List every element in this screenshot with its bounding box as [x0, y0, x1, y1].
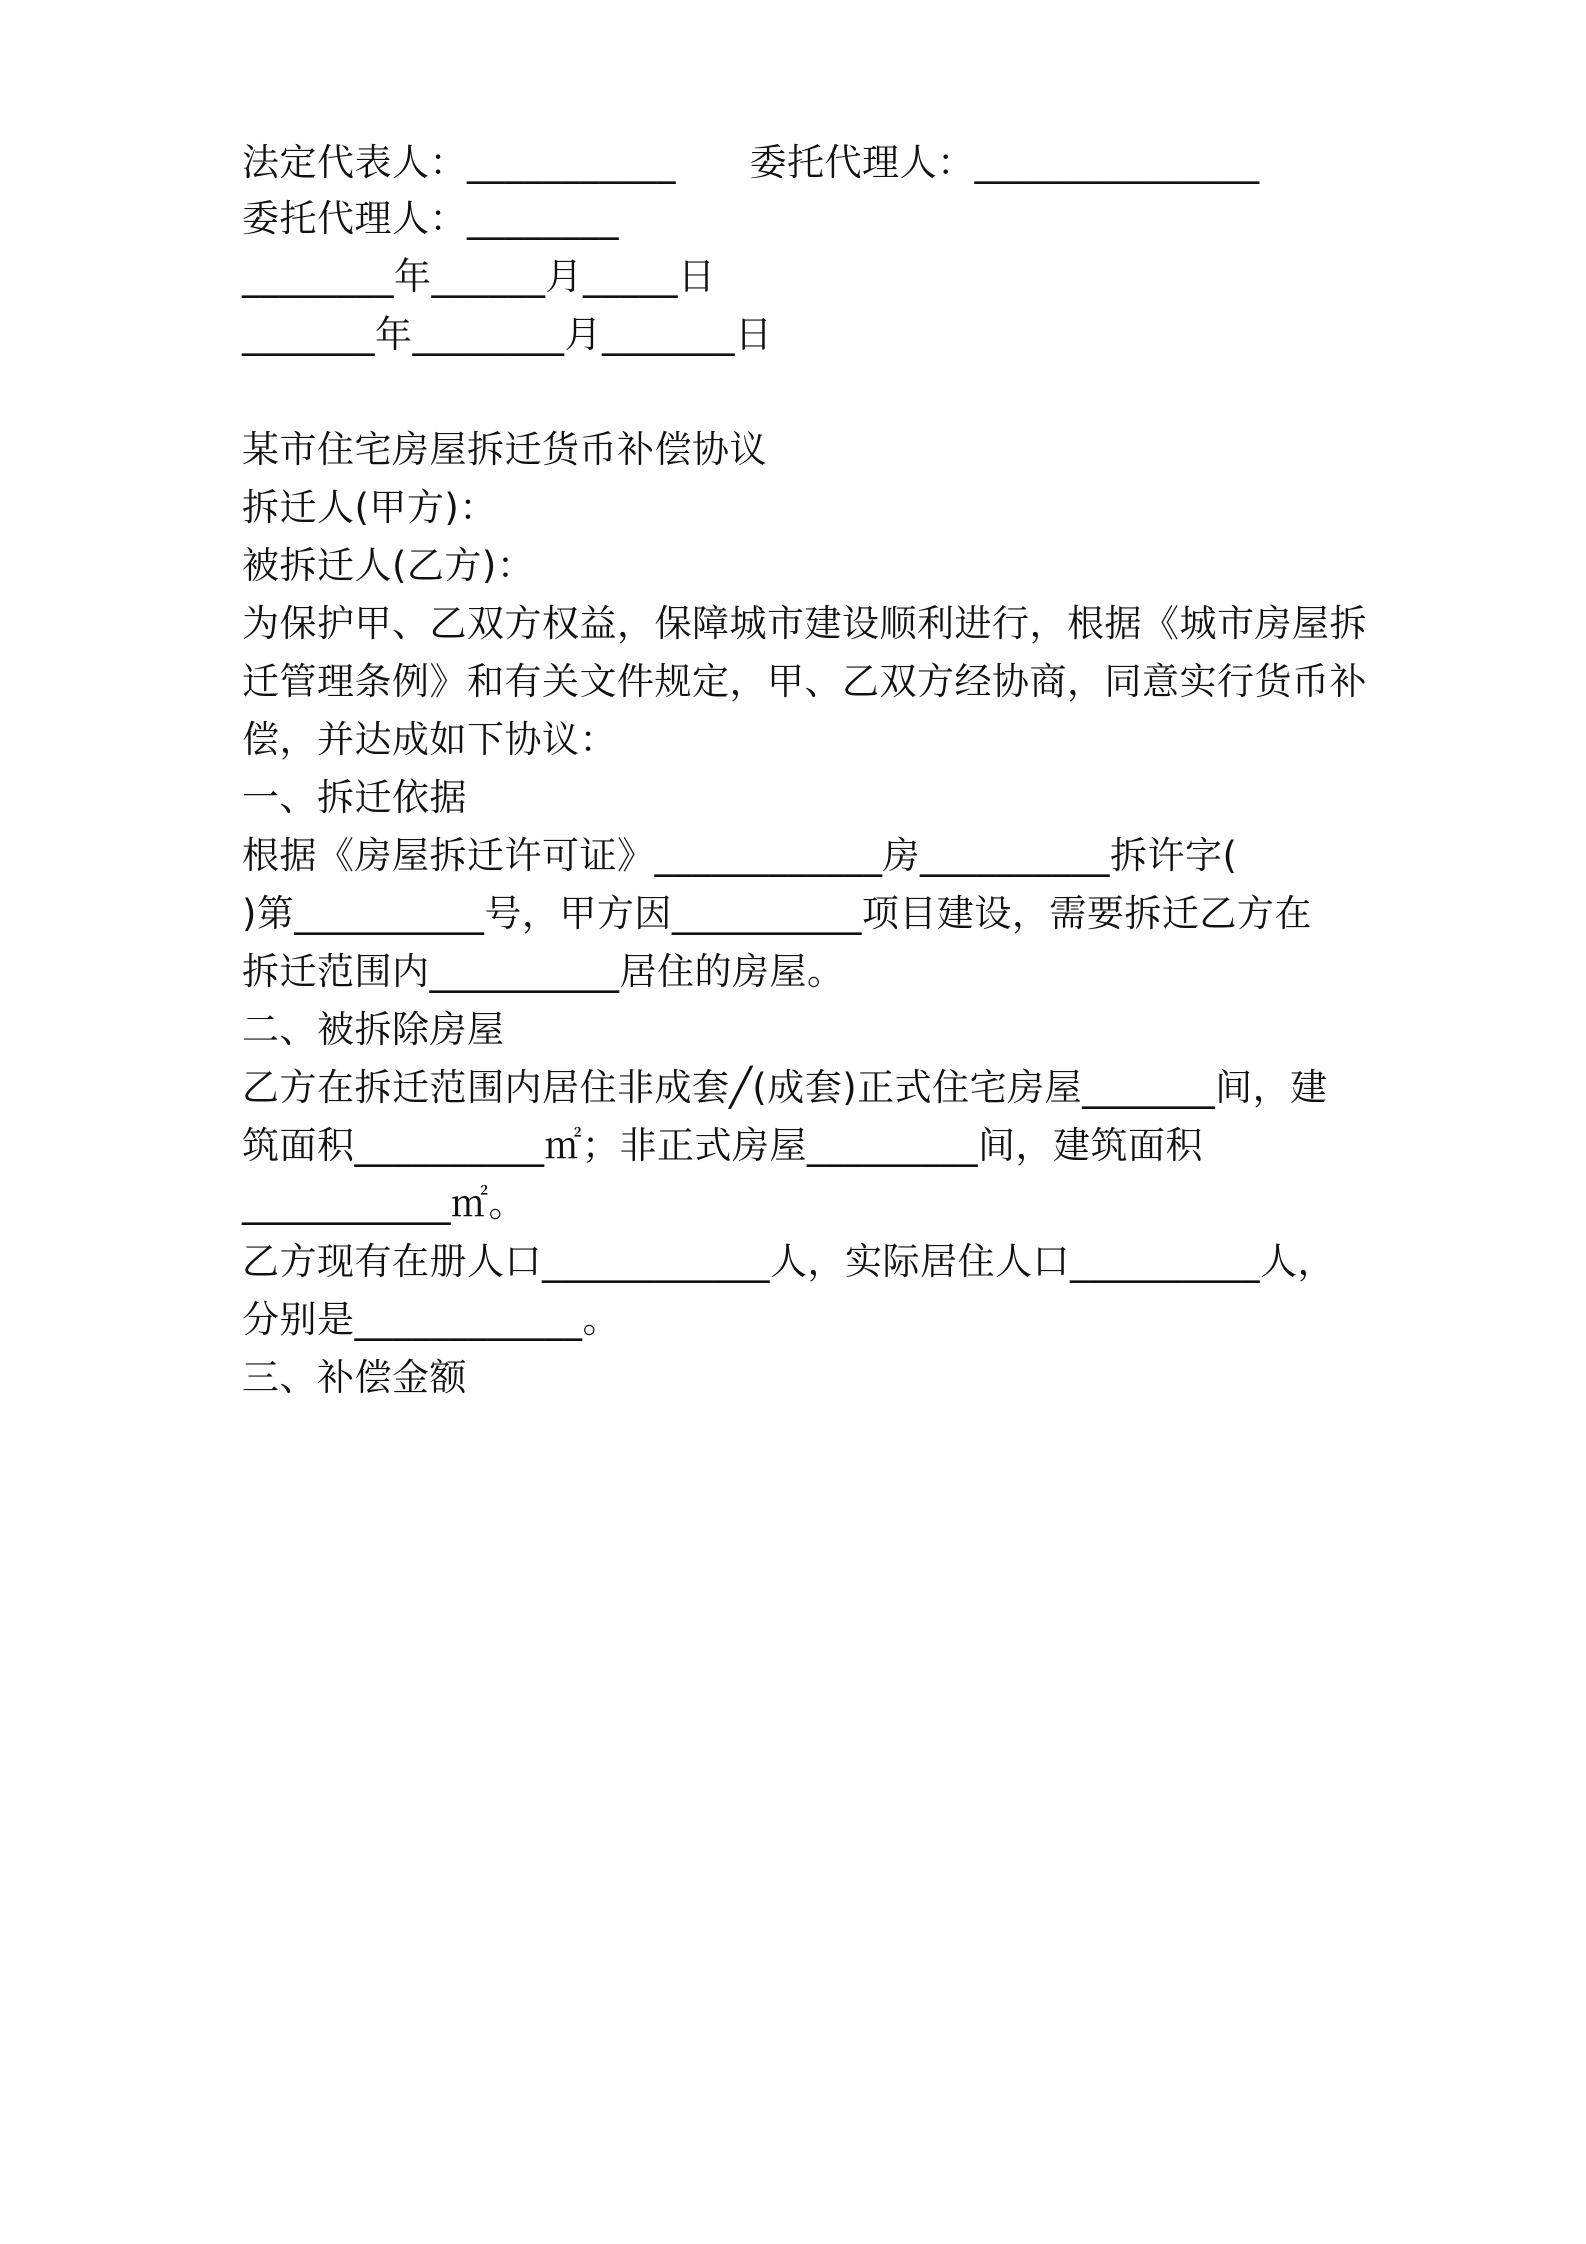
preamble-line: 为保护甲、乙双方权益，保障城市建设顺利进行，根据《城市房屋拆 [242, 602, 1367, 645]
date-line: ________年______月_____日 [242, 255, 716, 298]
section-heading-3: 三、补偿金额 [242, 1356, 467, 1399]
section-1-line: )第__________号，甲方因__________项目建设，需要拆迁乙方在 [242, 892, 1312, 935]
section-2-line: 筑面积__________㎡；非正式房屋_________间，建筑面积 [242, 1124, 1203, 1167]
party-b-label: 被拆迁人(乙方)： [242, 544, 535, 587]
preamble-line: 迁管理条例》和有关文件规定，甲、乙双方经协商，同意实行货币补 [242, 660, 1367, 703]
section-2-line: 乙方在拆迁范围内居住非成套╱(成套)正式住宅房屋_______间，建 [242, 1066, 1328, 1109]
section-heading-2: 二、被拆除房屋 [242, 1008, 505, 1051]
preamble-line: 偿，并达成如下协议： [242, 718, 617, 761]
legal-representative-line: 法定代表人：___________ 委托代理人：_______________ [242, 141, 1260, 184]
party-a-label: 拆迁人(甲方)： [242, 486, 497, 529]
document-title: 某市住宅房屋拆迁货币补偿协议 [242, 428, 767, 471]
section-1-line: 根据《房屋拆迁许可证》____________房__________拆许字( [242, 834, 1238, 877]
section-2-line: 分别是____________。 [242, 1298, 620, 1341]
section-heading-1: 一、拆迁依据 [242, 776, 467, 819]
section-2-line: ___________㎡。 [242, 1182, 526, 1225]
agent-line: 委托代理人：________ [242, 197, 619, 240]
section-1-line: 拆迁范围内__________居住的房屋。 [242, 950, 845, 993]
date-line: _______年________月_______日 [242, 313, 773, 356]
section-2-line: 乙方现有在册人口____________人，实际居住人口__________人， [242, 1240, 1335, 1283]
